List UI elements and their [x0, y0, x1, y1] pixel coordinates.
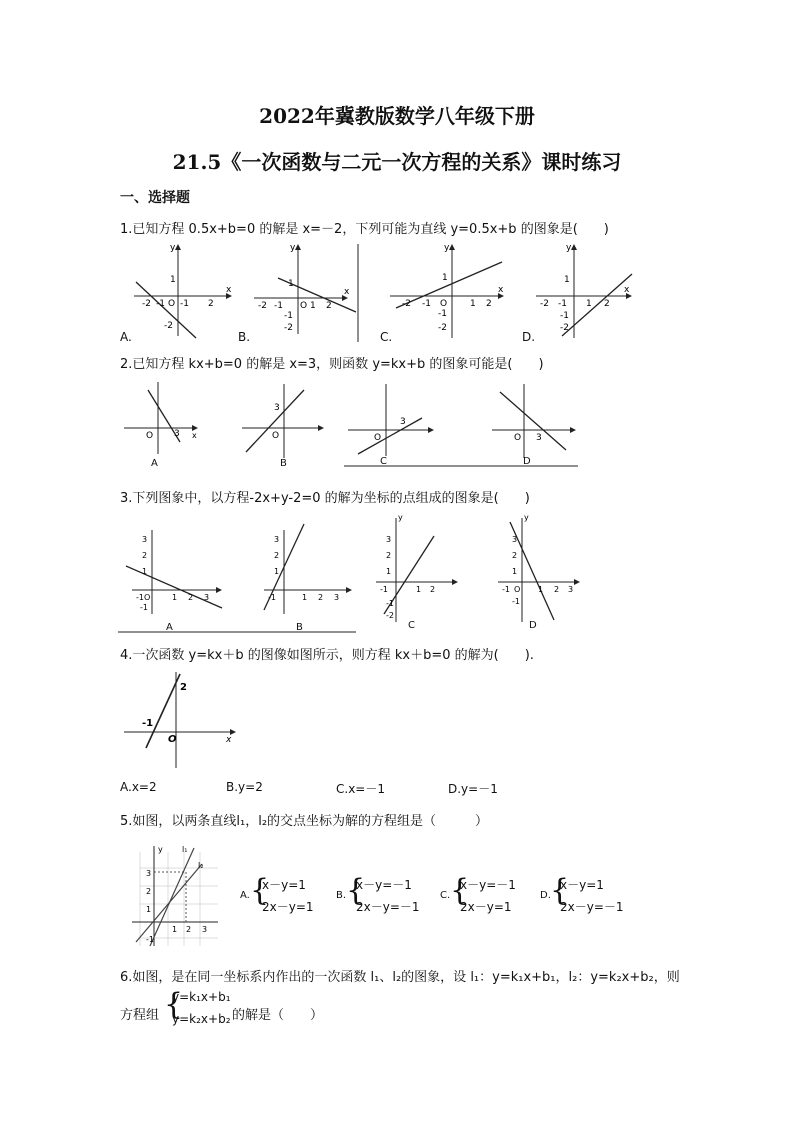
svg-text:-1: -1	[180, 299, 189, 309]
q4-option-c: C.x=－1	[336, 782, 385, 796]
question-4-text: 4.一次函数 y=kx＋b 的图像如图所示，则方程 kx＋b=0 的解为( ).	[120, 648, 534, 663]
svg-text:-1: -1	[136, 593, 144, 602]
svg-text:x: x	[498, 285, 504, 295]
svg-text:x: x	[226, 285, 232, 295]
svg-text:y: y	[158, 845, 163, 854]
svg-text:-2: -2	[386, 611, 394, 620]
svg-text:y: y	[444, 243, 450, 253]
svg-text:-1: -1	[386, 599, 394, 608]
svg-text:O: O	[300, 301, 308, 311]
q4-option-d: D.y=－1	[448, 782, 498, 796]
svg-text:3: 3	[202, 925, 208, 934]
q3-option-a: A	[166, 622, 173, 633]
q3-option-d: D	[529, 620, 537, 631]
q5-option-b-eq2: 2x－y=－1	[356, 900, 420, 914]
q5-option-d-brace: {	[550, 873, 570, 908]
q5-option-a-brace: {	[250, 873, 270, 908]
svg-text:2: 2	[188, 593, 194, 602]
svg-text:O: O	[144, 593, 151, 602]
question-6-suffix: 的解是（ ）	[232, 1008, 324, 1023]
svg-text:3: 3	[568, 585, 574, 594]
q1-graph-a	[134, 243, 232, 338]
svg-text:2: 2	[318, 593, 324, 602]
q3-option-c: C	[408, 620, 415, 631]
svg-text:2: 2	[186, 925, 192, 934]
svg-text:O: O	[440, 299, 448, 309]
svg-text:1: 1	[586, 299, 592, 309]
q5-option-b-brace: {	[346, 873, 366, 908]
question-6-brace: {	[164, 987, 184, 1022]
q1-option-b: B.	[238, 330, 251, 344]
svg-text:1: 1	[172, 925, 178, 934]
svg-text:3: 3	[400, 417, 406, 427]
svg-text:2: 2	[326, 301, 332, 311]
q5-option-d-eq1: x－y=1	[560, 878, 604, 892]
svg-text:O: O	[146, 431, 154, 441]
svg-text:1: 1	[142, 567, 148, 576]
svg-text:3: 3	[142, 535, 148, 544]
svg-text:-1: -1	[512, 597, 520, 606]
svg-text:2: 2	[554, 585, 560, 594]
svg-text:x: x	[624, 285, 630, 295]
svg-text:-1: -1	[142, 718, 154, 729]
svg-text:y: y	[290, 243, 296, 253]
svg-text:-2: -2	[540, 299, 549, 309]
question-6-prefix: 方程组	[120, 1008, 160, 1023]
q5-option-b-eq1: x－y=－1	[356, 878, 412, 892]
svg-text:1: 1	[470, 299, 476, 309]
svg-text:2: 2	[142, 551, 148, 560]
svg-text:1: 1	[302, 593, 308, 602]
svg-text:-2: -2	[438, 323, 447, 333]
svg-text:O: O	[168, 299, 176, 309]
svg-text:-1: -1	[146, 935, 154, 944]
svg-text:3: 3	[386, 535, 392, 544]
svg-text:-1: -1	[380, 585, 388, 594]
svg-text:1: 1	[512, 567, 518, 576]
question-1-text: 1.已知方程 0.5x+b=0 的解是 x=－2，下列可能为直线 y=0.5x+b 的图象是( )	[120, 222, 609, 237]
svg-text:1: 1	[442, 273, 448, 283]
q5-option-d-letter: D.	[540, 890, 551, 901]
q2-option-a: A	[151, 458, 158, 469]
svg-text:x: x	[344, 287, 350, 297]
question-4-graph	[122, 668, 240, 770]
svg-text:-1: -1	[140, 603, 148, 612]
svg-text:-1: -1	[502, 585, 510, 594]
svg-text:O: O	[168, 734, 177, 745]
question-2-graphs	[118, 376, 588, 474]
question-3-text: 3.下列图象中，以方程-2x+y-2=0 的解为坐标的点组成的图象是( )	[120, 491, 530, 506]
svg-text:-1: -1	[268, 593, 276, 602]
svg-text:-2: -2	[284, 323, 293, 333]
q5-option-c-brace: {	[450, 873, 470, 908]
q5-option-c-eq2: 2x－y=1	[460, 900, 512, 914]
q4-option-b: B.y=2	[226, 780, 263, 794]
q5-option-a-eq1: x－y=1	[262, 878, 306, 892]
svg-text:-2: -2	[142, 299, 151, 309]
svg-text:-1: -1	[274, 301, 283, 311]
svg-text:y: y	[170, 243, 176, 253]
svg-text:-2: -2	[164, 321, 173, 331]
svg-text:-1: -1	[422, 299, 431, 309]
svg-text:1: 1	[146, 905, 152, 914]
question-2-text: 2.已知方程 kx+b=0 的解是 x=3，则函数 y=kx+b 的图象可能是( )	[120, 357, 544, 372]
svg-text:y: y	[398, 513, 403, 522]
svg-text:O: O	[514, 433, 522, 443]
svg-text:-1: -1	[558, 299, 567, 309]
svg-text:1: 1	[416, 585, 422, 594]
svg-text:l₁: l₁	[182, 845, 188, 854]
svg-text:-1: -1	[438, 309, 447, 319]
q2-option-b: B	[280, 458, 287, 469]
section-heading: 一、选择题	[120, 190, 190, 206]
svg-text:1: 1	[564, 275, 570, 285]
question-3-graphs	[118, 510, 594, 636]
svg-text:-2: -2	[258, 301, 267, 311]
svg-text:x: x	[226, 735, 232, 745]
document-subtitle: 21.5《一次函数与二元一次方程的关系》课时练习	[172, 150, 622, 174]
svg-text:3: 3	[146, 869, 152, 878]
svg-text:2: 2	[274, 551, 280, 560]
question-6-eq1: y=k₁x+b₁	[172, 990, 231, 1004]
svg-text:2: 2	[512, 551, 518, 560]
q5-option-a-eq2: 2x－y=1	[262, 900, 314, 914]
svg-text:-1: -1	[284, 311, 293, 321]
question-6-text: 6.如图，是在同一坐标系内作出的一次函数 l₁、l₂的图象，设 l₁：y=k₁x+b₁，l₂：y=k₂x+b₂，则	[120, 970, 680, 985]
svg-text:-1: -1	[156, 299, 165, 309]
document-title: 2022年冀教版数学八年级下册	[259, 104, 535, 128]
svg-text:3: 3	[536, 433, 542, 443]
q1-option-d: D.	[522, 330, 536, 344]
q2-option-d: D	[523, 456, 531, 467]
q4-option-a: A.x=2	[120, 780, 157, 794]
svg-text:2: 2	[208, 299, 214, 309]
svg-text:O: O	[514, 585, 521, 594]
q1-graph-d	[536, 243, 632, 338]
q2-option-c: C	[380, 456, 387, 467]
svg-text:2: 2	[486, 299, 492, 309]
svg-text:3: 3	[274, 403, 280, 413]
svg-text:1: 1	[274, 567, 280, 576]
q5-option-b-letter: B.	[336, 890, 347, 901]
q3-option-b: B	[296, 622, 303, 633]
svg-text:x: x	[192, 431, 197, 440]
q1-graph-b	[254, 243, 356, 334]
q5-option-c-eq1: x－y=－1	[460, 878, 516, 892]
svg-text:2: 2	[386, 551, 392, 560]
svg-text:O: O	[272, 431, 280, 441]
svg-text:3: 3	[204, 593, 210, 602]
svg-text:2: 2	[604, 299, 610, 309]
svg-text:3: 3	[174, 429, 180, 439]
svg-text:-2: -2	[560, 323, 569, 333]
q1-option-a: A.	[120, 330, 132, 344]
question-6-eq2: y=k₂x+b₂	[172, 1012, 231, 1026]
svg-text:l₂: l₂	[198, 861, 204, 870]
svg-text:1: 1	[310, 301, 316, 311]
svg-text:y: y	[524, 513, 529, 522]
svg-text:1: 1	[288, 279, 294, 289]
svg-text:3: 3	[334, 593, 340, 602]
svg-text:1: 1	[170, 275, 176, 285]
q1-option-c: C.	[380, 330, 393, 344]
q5-option-a-letter: A.	[240, 890, 250, 901]
svg-text:O: O	[374, 433, 382, 443]
svg-text:y: y	[566, 243, 572, 253]
svg-text:2: 2	[430, 585, 436, 594]
svg-text:-2: -2	[402, 299, 411, 309]
q5-option-d-eq2: 2x－y=－1	[560, 900, 624, 914]
svg-text:3: 3	[274, 535, 280, 544]
svg-text:2: 2	[146, 887, 152, 896]
question-5-graph	[122, 842, 222, 950]
svg-text:1: 1	[386, 567, 392, 576]
svg-text:2: 2	[180, 682, 187, 693]
svg-text:1: 1	[172, 593, 178, 602]
question-5-text: 5.如图，以两条直线l₁，l₂的交点坐标为解的方程组是（ ）	[120, 814, 489, 829]
q5-option-c-letter: C.	[440, 890, 451, 901]
svg-text:1: 1	[538, 585, 544, 594]
q1-graph-c	[390, 243, 504, 338]
svg-text:3: 3	[512, 535, 518, 544]
svg-text:-1: -1	[560, 311, 569, 321]
